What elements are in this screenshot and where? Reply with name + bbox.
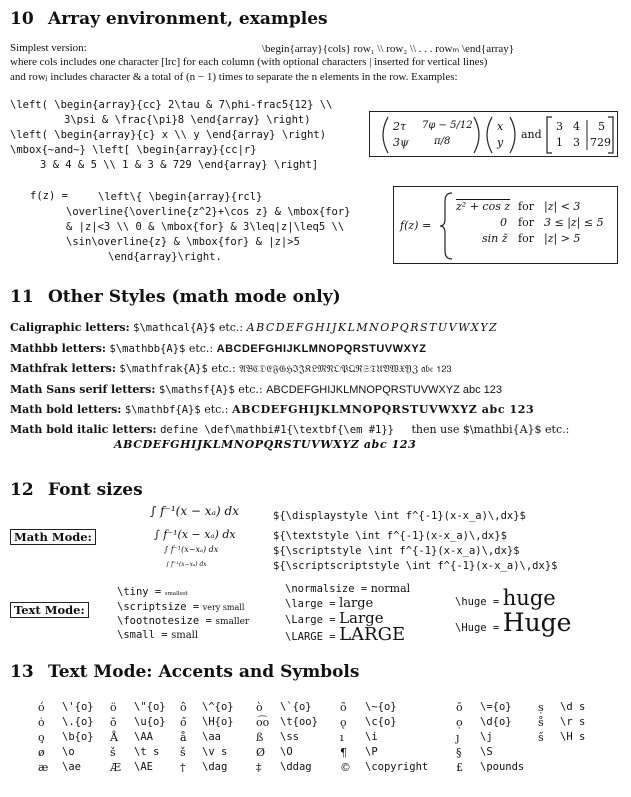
- accent-command: \~{o}: [365, 701, 397, 713]
- m1-cell: π/8: [434, 136, 451, 147]
- section-number: 13: [10, 662, 34, 682]
- size-footnotesize: \footnotesize = smaller: [117, 615, 250, 627]
- accent-command: \.{o}: [62, 716, 94, 728]
- accent-glyph: ṣ: [538, 701, 544, 714]
- accent-glyph: š: [180, 746, 186, 759]
- accent-glyph: ǫ: [340, 716, 347, 729]
- accent-glyph: ó: [38, 701, 45, 714]
- size-LARGE: \LARGE = LARGE: [285, 624, 406, 645]
- simplest-label: Simplest version:: [10, 42, 87, 54]
- m3-cell: 5: [598, 120, 605, 133]
- section-12-heading: [10, 480, 143, 500]
- style-row-bf: Math bold letters: $\mathbf{A}$ etc.: ABCDEFGHIJKLMNOPQRSTUVWXYZ abc 123: [10, 403, 535, 416]
- size-huge: \huge = huge: [455, 586, 556, 610]
- case-expr: 0: [500, 216, 507, 229]
- style-row-cal: Caligraphic letters: $\mathcal{A}$ etc.: ABCDEFGHIJKLMNOPQRSTUVWXYZ: [10, 321, 499, 334]
- fz-lhs: f(z) =: [400, 219, 432, 232]
- section-13-heading: [10, 662, 359, 682]
- accent-glyph: Å: [110, 731, 118, 744]
- math-cmd: ${\scriptscriptstyle \int f^{-1}(x-x_a)\,dx}$: [273, 560, 558, 572]
- accent-command: \pounds: [480, 761, 525, 773]
- accent-command: \r s: [560, 716, 586, 728]
- accent-command: \ddag: [280, 761, 312, 773]
- m3-cell: 1: [556, 136, 563, 149]
- accent-command: \^{o}: [202, 701, 234, 713]
- math-cmd: ${\displaystyle \int f^{-1}(x-x_a)\,dx}$: [273, 510, 526, 522]
- section-title: Other Styles (math mode only): [48, 287, 341, 307]
- accent-command: \b{o}: [62, 731, 94, 743]
- size-Large: \Large = Large: [285, 609, 384, 627]
- case-cond: |z| < 3: [544, 200, 581, 213]
- size-tiny: \tiny = smallest: [117, 586, 188, 598]
- simplest-syntax: \begin{array}{cols} row₁ \\ row₂ \\ . . . rowₘ \end{array}: [262, 43, 515, 55]
- accent-command: \S: [480, 746, 493, 758]
- accent-command: \o: [62, 746, 75, 758]
- accent-glyph: õ: [340, 701, 347, 714]
- m1-cell: 7φ − 5/12: [422, 120, 473, 131]
- accent-glyph: o̧: [38, 731, 45, 744]
- accent-glyph: æ: [38, 761, 49, 774]
- size-scriptsize: \scriptsize = very small: [117, 601, 245, 613]
- accent-glyph: Æ: [110, 761, 122, 774]
- accent-command: \AA: [134, 731, 153, 743]
- accent-glyph: ȯ: [38, 716, 45, 729]
- matrix-parens: [370, 112, 619, 158]
- accent-glyph: £: [456, 761, 463, 774]
- render-box-1: [369, 111, 618, 157]
- accent-command: \={o}: [480, 701, 512, 713]
- accent-command: \v s: [202, 746, 228, 758]
- section-title: Font sizes: [48, 480, 143, 500]
- section-number: 10: [10, 9, 34, 29]
- math-cmd: ${\scriptstyle \int f^{-1}(x-x_a)\,dx}$: [273, 545, 520, 557]
- accent-glyph: ß: [256, 731, 264, 744]
- accent-command: \H{o}: [202, 716, 234, 728]
- and-text: and: [521, 128, 542, 141]
- accent-glyph: ő: [180, 716, 187, 729]
- accent-glyph: ô: [180, 701, 187, 714]
- accent-command: \O: [280, 746, 293, 758]
- accent-glyph: ō: [456, 701, 463, 714]
- style-row-sf: Math Sans serif letters: $\mathsf{A}$ etc.: ABCDEFGHIJKLMNOPQRSTUVWXYZ abc 123: [10, 383, 503, 396]
- text-integral: ∫ f⁻¹(x − xₐ) dx: [154, 528, 236, 541]
- accent-command: \j: [480, 731, 493, 743]
- text-mode-label: Text Mode:: [10, 602, 89, 618]
- m3-cell: 3: [573, 136, 580, 149]
- left-brace: [438, 191, 458, 261]
- size-Huge: \Huge = Huge: [455, 608, 572, 637]
- style-row-frak: Mathfrak letters: $\mathfrak{A}$ etc.: 𝔄𝔅ℭ𝔇𝔈𝔉𝔊ℌℑ𝔍𝔎𝔏𝔐𝔑𝔒𝔓𝔔ℜ𝔖𝔗𝔘𝔙𝔚𝔛𝔜ℨ 𝔞𝔟𝔠 𝟣𝟤𝟥: [10, 362, 452, 375]
- code2-label: f(z) =: [30, 190, 68, 202]
- accent-glyph: ò: [256, 701, 263, 714]
- accent-glyph: o͡o: [256, 716, 270, 729]
- accent-glyph: ŏ: [110, 716, 117, 729]
- section-10-heading: [10, 9, 328, 29]
- section-title: Array environment, examples: [48, 9, 328, 29]
- accent-command: \H s: [560, 731, 586, 743]
- m1-cell: 3ψ: [393, 136, 409, 149]
- accent-glyph: ȷ: [456, 731, 460, 744]
- math-mode-label: Math Mode:: [10, 529, 96, 545]
- accent-command: \d s: [560, 701, 586, 713]
- section-number: 11: [10, 287, 34, 307]
- accent-glyph: §: [456, 746, 462, 759]
- accent-glyph: ø: [38, 746, 45, 759]
- section-11-heading: [10, 287, 341, 307]
- accent-glyph: ‡: [256, 761, 262, 774]
- array-para-1: where cols includes one character [lrc] for each column (with optional characters | inserted for vertical lines): [10, 56, 488, 68]
- accent-glyph: s̋: [538, 731, 544, 744]
- m2-cell: y: [497, 136, 504, 149]
- size-large: \large = large: [285, 596, 374, 611]
- size-small: \small = small: [117, 629, 199, 641]
- bold-italic-sample: ABCDEFGHIJKLMNOPQRSTUVWXYZ abc 123: [114, 438, 417, 451]
- m2-cell: x: [497, 120, 504, 133]
- accent-command: \t s: [134, 746, 160, 758]
- case-for: for: [518, 200, 534, 213]
- accent-command: \"{o}: [134, 701, 166, 713]
- accent-command: \u{o}: [134, 716, 166, 728]
- accent-glyph: s̊: [538, 716, 544, 729]
- accent-command: \d{o}: [480, 716, 512, 728]
- section-title: Text Mode: Accents and Symbols: [48, 662, 360, 682]
- accent-command: \AE: [134, 761, 153, 773]
- case-expr: z² + cos z: [456, 200, 511, 213]
- accent-glyph: ©: [340, 761, 351, 774]
- case-cond: 3 ≤ |z| ≤ 5: [544, 216, 604, 229]
- section-number: 12: [10, 480, 34, 500]
- array-para-2: and rowⱼ includes character & a total of (n − 1) times to separate the n elements in the row. Examples:: [10, 71, 458, 83]
- accent-command: \i: [365, 731, 378, 743]
- case-for: for: [518, 216, 534, 229]
- script-integral: ∫ f⁻¹(x−xₐ) dx: [164, 545, 219, 554]
- accent-glyph: ı: [340, 731, 344, 744]
- m1-cell: 2τ: [393, 120, 407, 133]
- style-row-bb: Mathbb letters: $\mathbb{A}$ etc.: ABCDEFGHIJKLMNOPQRSTUVWXYZ: [10, 342, 427, 355]
- display-integral: ∫ f⁻¹(x − xₐ) dx: [150, 504, 240, 518]
- accent-command: \ae: [62, 761, 81, 773]
- accent-glyph: †: [180, 761, 186, 774]
- accent-command: \dag: [202, 761, 228, 773]
- case-cond: |z| > 5: [544, 232, 581, 245]
- math-cmd: ${\textstyle \int f^{-1}(x-x_a)\,dx}$: [273, 530, 507, 542]
- size-normalsize: \normalsize = normal: [285, 582, 411, 595]
- m3-cell: 729: [590, 136, 611, 149]
- accent-glyph: ọ: [456, 716, 463, 729]
- accent-glyph: å: [180, 731, 187, 744]
- render-box-2: [393, 186, 618, 264]
- accent-command: \c{o}: [365, 716, 397, 728]
- scriptscript-integral: ∫ f⁻¹(x−xₐ) dx: [166, 561, 207, 568]
- accent-command: \ss: [280, 731, 299, 743]
- accent-glyph: Ø: [256, 746, 266, 759]
- accent-glyph: š: [110, 746, 116, 759]
- accent-glyph: ¶: [340, 746, 347, 759]
- accent-command: \copyright: [365, 761, 429, 773]
- case-for: for: [518, 232, 534, 245]
- case-expr: sin z̄: [482, 232, 508, 245]
- style-row-bi: Math bold italic letters: define \def\mathbi#1{\textbf{\em #1}} then use $\mathbi{A}$ etc.:: [10, 423, 570, 436]
- accent-command: \t{oo}: [280, 716, 318, 728]
- code-block-2: \left\{ \begin{array}{rcl} \overline{\overline{z^2}+\cos z} & \mbox{for} & |z|<3 \\ 0 & \mbox{for} & 3\leq|z|\leq5 \\ \sin\overline{z} & \mbox{for} & |z|>5 \end{array}\right.: [66, 191, 351, 263]
- m3-cell: 3: [556, 120, 563, 133]
- accent-command: \'{o}: [62, 701, 94, 713]
- m3-cell: 4: [573, 120, 580, 133]
- accent-command: \`{o}: [280, 701, 312, 713]
- accent-command: \P: [365, 746, 378, 758]
- accent-glyph: ö: [110, 701, 117, 714]
- code-block-1: \left( \begin{array}{cc} 2\tau & 7\phi-frac5{12} \\ 3\psi & \frac{\pi}8 \end{array} \right) \left( \begin{array}{c} x \\ y \end{array} \right) \mbox{~and~} \left[ \begin{array}{cc|r} 3 & 4 & 5 \\ 1 & 3 & 729 \end{array} \right]: [10, 99, 333, 171]
- accent-command: \aa: [202, 731, 221, 743]
